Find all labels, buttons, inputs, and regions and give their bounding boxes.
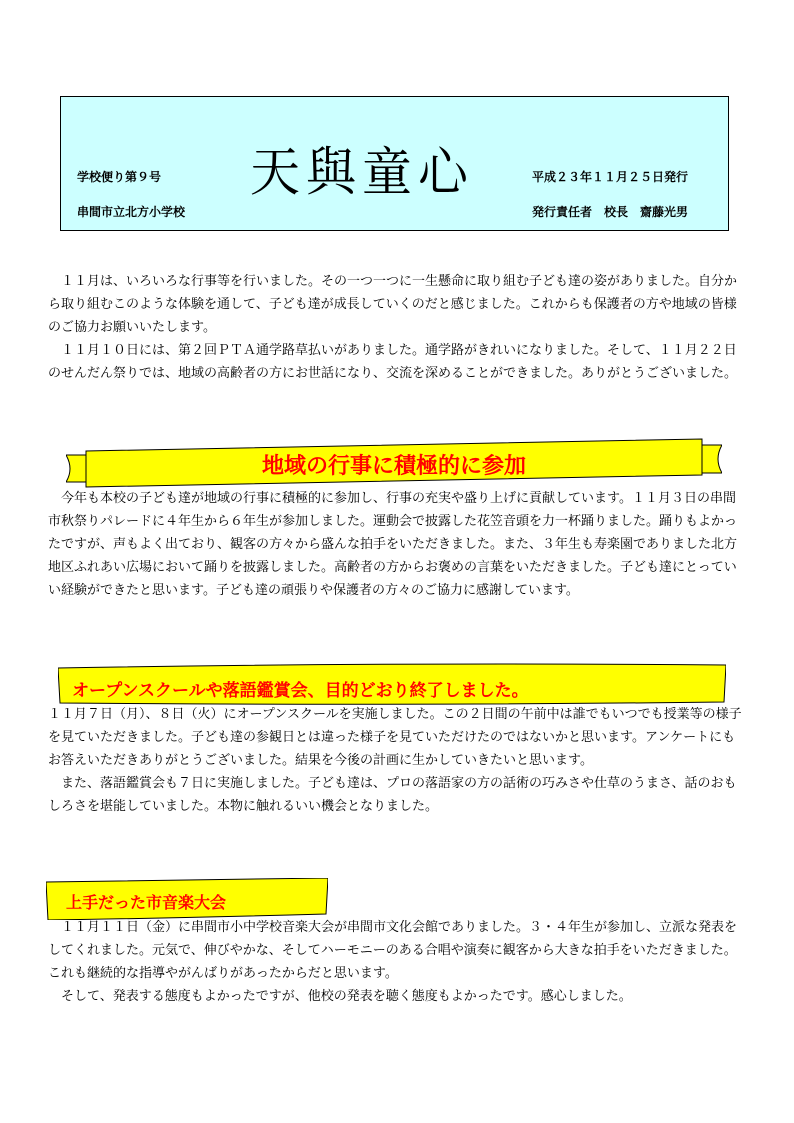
newsletter-title: 天與童心 (250, 141, 474, 203)
section3-banner (46, 878, 328, 920)
section1-body (48, 487, 748, 602)
issue-number: 学校便り第９号 (77, 170, 162, 184)
section3-heading: 上手だった市音楽大会 (66, 893, 227, 912)
intro-section (48, 270, 748, 385)
section1-heading: 地域の行事に積極的に参加 (261, 454, 526, 479)
section2-banner (58, 662, 726, 706)
section2-heading: オープンスクールや落語鑑賞会、目的どおり終了しました。 (72, 681, 529, 701)
section2-paragraph-1: １１月７日（月）、８日（火）にオープンスクールを実施しました。この２日間の午前中は誰でもいつでも授業等の様子を見ていただきました。子ども達の参観日とは違った様子を見ていただけたのではないかと思います。アンケートにもお答えいただきありがとうございました。結果を今後の計画に生かしていきたいと思います。 (48, 707, 742, 768)
intro-paragraph-1: １１月は、いろいろな行事等を行いました。その一つ一つに一生懸命に取り組む子ども達の姿がありました。自分から取り組むこのような体験を通して、子ども達が成長していくのだと感じました。これからも保護者の方や地域の皆様のご協力お願いいたします。 (48, 274, 738, 335)
section1-banner (66, 437, 722, 489)
issue-date: 平成２３年１１月２５日発行 (532, 170, 689, 184)
section3-paragraph-2: そして、発表する態度もよかったですが、他校の発表を聴く態度もよかったです。感心しました。 (48, 989, 632, 1004)
publisher: 発行責任者 校長 齋藤光男 (532, 205, 689, 219)
section3-body (48, 916, 748, 1008)
school-name: 串間市立北方小学校 (77, 205, 186, 219)
section2-body (48, 703, 748, 818)
section3-paragraph-1: １１月１１日（金）に串間市小中学校音楽大会が串間市文化会館でありました。３・４年生が参加し、立派な発表をしてくれました。元気で、伸びやかな、そしてハーモニーのある合唱や演奏に観客から大きな拍手をいただきました。これも継続的な指導やがんばりがあったからだと思います。 (48, 920, 738, 981)
section2-paragraph-2: また、落語鑑賞会も７日に実施しました。子ども達は、プロの落語家の方の話術の巧みさや仕草のうまさ、話のおもしろさを堪能していました。本物に触れるいい機会となりました。 (48, 776, 737, 814)
intro-paragraph-2: １１月１０日には、第２回ＰＴＡ通学路草払いがありました。通学路がきれいになりました。そして、１１月２２日のせんだん祭りでは、地域の高齢者の方にお世話になり、交流を深めることができました。ありがとうございました。 (48, 343, 738, 381)
section1-paragraph: 今年も本校の子ども達が地域の行事に積極的に参加し、行事の充実や盛り上げに貢献しています。１１月３日の串間市秋祭りパレードに４年生から６年生が参加しました。運動会で披露した花笠音頭を力一杯踊りました。踊りもよかったですが、声もよく出ており、観客の方々から盛んな拍手をいただきました。また、３年生も寿楽園でありました北方地区ふれあい広場において踊りを披露しました。高齢者の方からお褒めの言葉をいただきました。子ども達にとっていい経験ができたと思います。子ども達の頑張りや保護者の方々のご協力に感謝しています。 (48, 491, 738, 598)
